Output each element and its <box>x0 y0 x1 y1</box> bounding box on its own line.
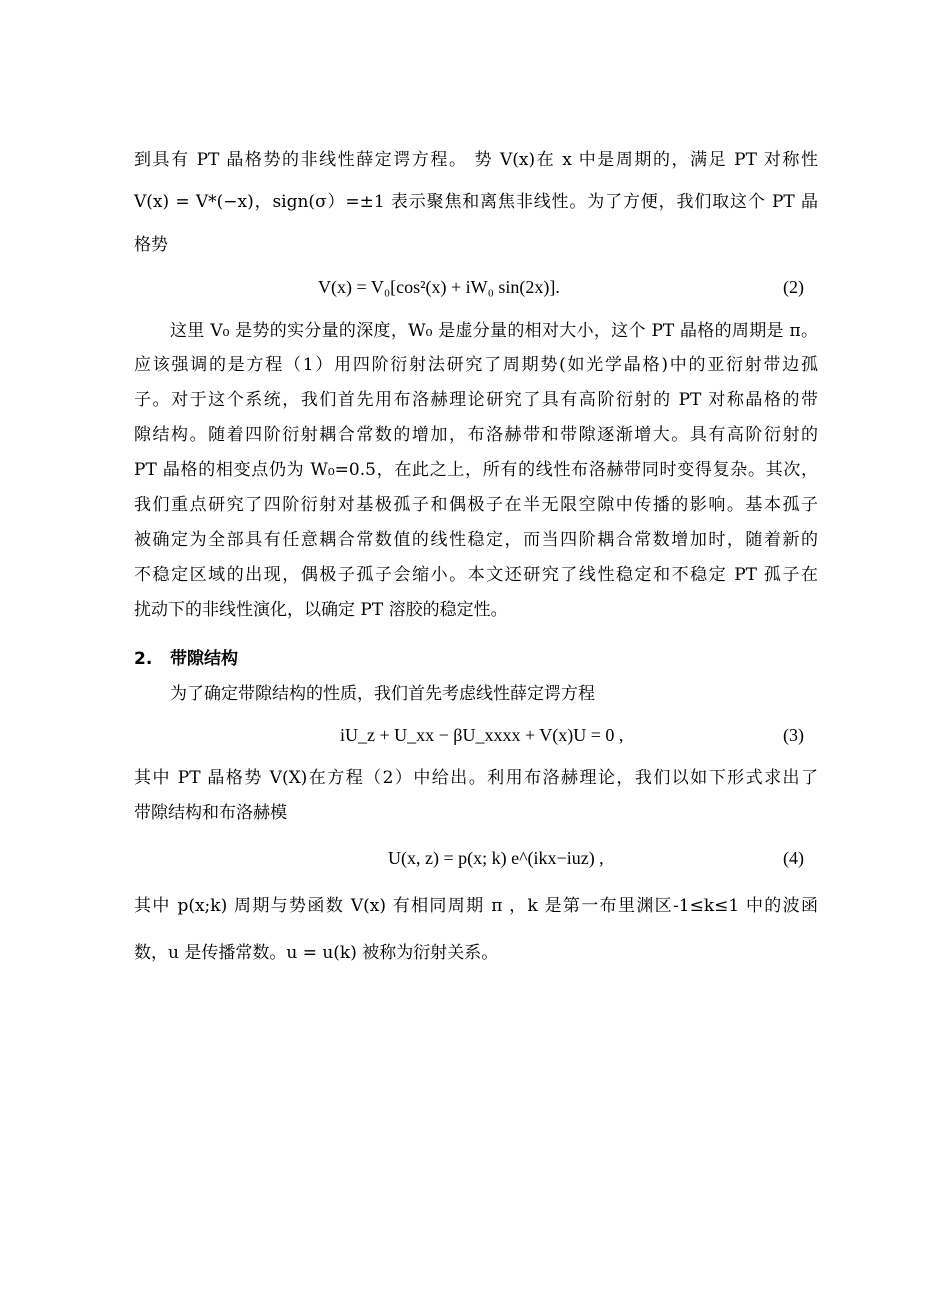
paragraph-2-line-9: 扰动下的非线性演化，以确定 PT 溶胶的稳定性。 <box>134 600 508 620</box>
equation-3 <box>134 720 818 750</box>
section-title: 带隙结构 <box>170 649 238 669</box>
equation-4-number: (4) <box>783 848 804 868</box>
equation-2-number: (2) <box>783 277 804 297</box>
paragraph-2-line-2: 应该强调的是方程（1）用四阶衍射法研究了周期势(如光学晶格)中的亚衍射带边孤 <box>134 355 818 375</box>
section-heading <box>134 646 238 672</box>
paragraph-1-line-1: 到具有 PT 晶格势的非线性薛定谔方程。 势 V(x)在 x 中是周期的，满足 PT 对称性 <box>134 150 818 170</box>
paragraph-2-line-3: 子。对于这个系统，我们首先用布洛赫理论研究了具有高阶衍射的 PT 对称晶格的带 <box>134 390 818 410</box>
paragraph-1-line-3: 格势 <box>134 235 168 255</box>
paragraph-2-line-7: 被确定为全部具有任意耦合常数值的线性稳定，而当四阶耦合常数增加时，随着新的 <box>134 530 818 550</box>
paragraph-2-line-8: 不稳定区域的出现，偶极子孤子会缩小。本文还研究了线性稳定和不稳定 PT 孤子在 <box>134 565 818 585</box>
equation-2 <box>134 272 818 302</box>
section-number: 2. <box>134 649 153 669</box>
paragraph-2-line-1: 这里 V₀ 是势的实分量的深度，W₀ 是虚分量的相对大小，这个 PT 晶格的周期是 π。 <box>170 321 818 341</box>
paragraph-1-line-2: V(x) = V*(−x)，sign(σ）=±1 表示聚焦和离焦非线性。为了方便，我们取这个 PT 晶 <box>134 192 818 212</box>
paragraph-4-line-1: 其中 PT 晶格势 V(X)在方程（2）中给出。利用布洛赫理论，我们以如下形式求出了 <box>134 768 818 788</box>
equation-4-body: U(x, z) = p(x; k) e^(ikx−iuz) , <box>388 848 604 868</box>
equation-3-body: iU_z + U_xx − βU_xxxx + V(x)U = 0 , <box>340 725 624 745</box>
paragraph-2-line-4: 隙结构。随着四阶衍射耦合常数的增加，布洛赫带和带隙逐渐增大。具有高阶衍射的 <box>134 425 818 445</box>
equation-2-body: V(x) = V₀[cos²(x) + iW₀ sin(2x)]. <box>318 277 560 297</box>
paragraph-5-line-2: 数，u 是传播常数。u = u(k) 被称为衍射关系。 <box>134 943 499 963</box>
equation-3-number: (3) <box>783 725 804 745</box>
paragraph-5-line-1: 其中 p(x;k) 周期与势函数 V(x) 有相同周期 π ，k 是第一布里渊区-1≤k≤1 中的波函 <box>134 896 818 916</box>
paragraph-2-line-5: PT 晶格的相变点仍为 W₀=0.5，在此之上，所有的线性布洛赫带同时变得复杂。其次， <box>134 460 818 480</box>
paragraph-2-line-6: 我们重点研究了四阶衍射对基极孤子和偶极子在半无限空隙中传播的影响。基本孤子 <box>134 495 818 515</box>
paragraph-3-line-1: 为了确定带隙结构的性质，我们首先考虑线性薛定谔方程 <box>170 684 595 704</box>
equation-4 <box>134 843 818 873</box>
paragraph-4-line-2: 带隙结构和布洛赫模 <box>134 803 287 823</box>
